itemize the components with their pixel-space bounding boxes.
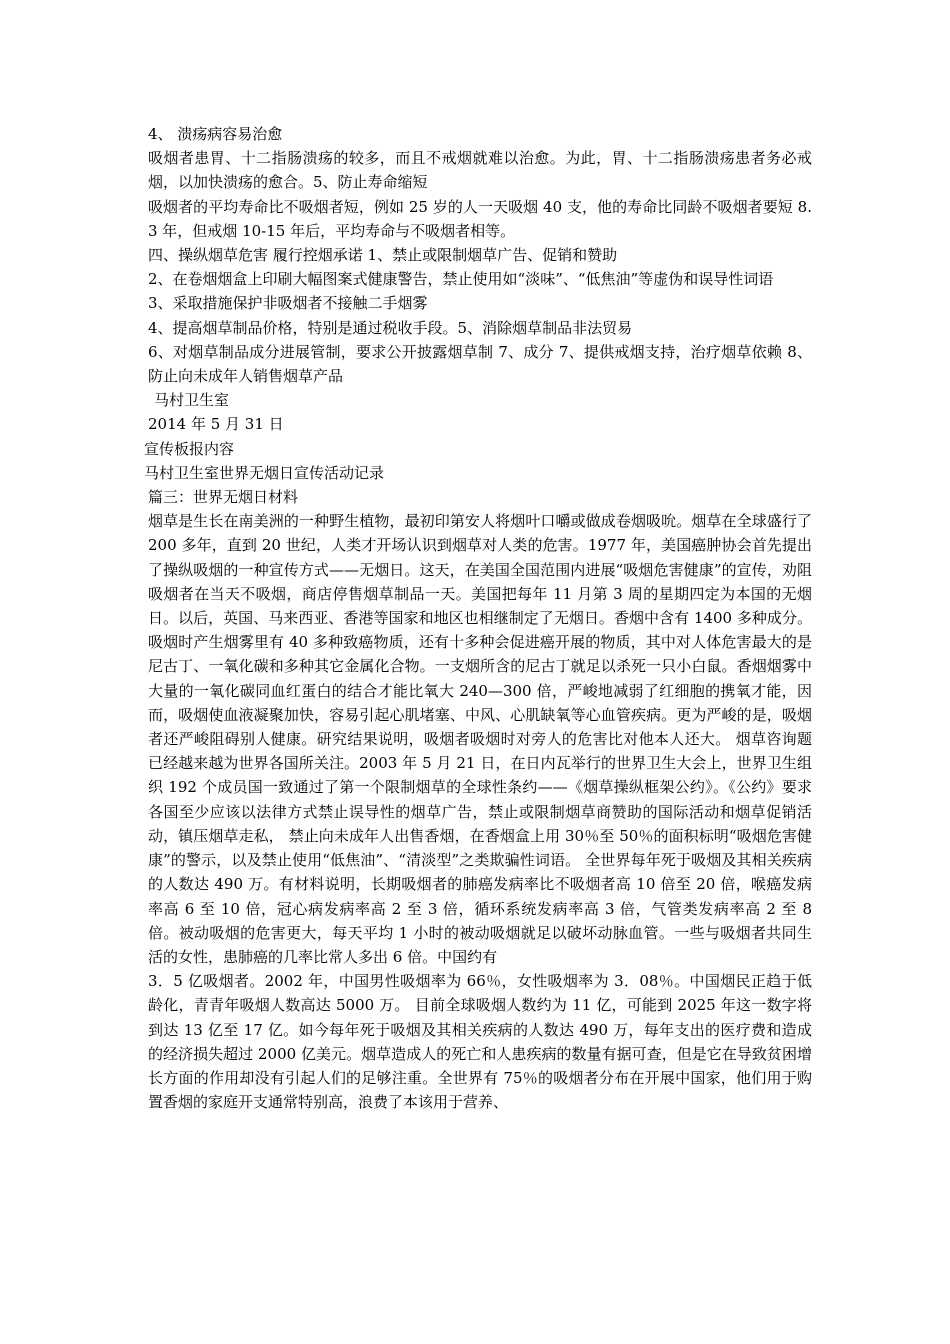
- section-heading: 篇三：世界无烟日材料: [148, 488, 299, 507]
- signature-date: 2014 年 5 月 31 日: [148, 415, 284, 434]
- paragraph: 4、提高烟草制品价格，特别是通过税收手段。5、消除烟草制品非法贸易: [148, 318, 633, 337]
- paragraph: 吸烟者的平均寿命比不吸烟者短，例如 25 岁的人一天吸烟 40 支，他的寿命比同龄不吸烟者要短 8.3 年，但戒烟 10-15 年后，平均寿命与不吸烟者相等。: [148, 197, 812, 240]
- paragraph: 吸烟者患胃、十二指肠溃疡的较多，而且不戒烟就难以治愈。为此，胃、十二指肠溃疡患者务必戒烟，以加快溃疡的愈合。5、防止寿命缩短: [148, 149, 812, 192]
- paragraph: 烟草是生长在南美洲的一种野生植物，最初印第安人将烟叶口嚼或做成卷烟吸吮。烟草在全球盛行了 200 多年，直到 20 世纪，人类才开场认识到烟草对人类的危害。1977 年，美国癌肿协会首先提出了操纵吸烟的一种宣传方式——无烟日。这天，在美国全国范围内进展“吸烟危害健康”的宣传，劝阻吸烟者在当天不吸烟，商店停售烟草制品一天。美国把每年 11 月第 3 周的星期四定为本国的无烟日。以后，英国、马来西亚、香港等国家和地区也相继制定了无烟日。香烟中含有 1400 多种成分。吸烟时产生烟雾里有 40 多种致癌物质，还有十多种会促进癌开展的物质，其中对人体危害最大的是尼古丁、一氧化碳和多种其它金属化合物。一支烟所含的尼古丁就足以杀死一只小白鼠。香烟烟雾中大量的一氧化碳同血红蛋白的结合才能比氧大 240—300 倍，严峻地减弱了红细胞的携氧才能，因而，吸烟使血液凝聚加快，容易引起心肌堵塞、中风、心肌缺氧等心血管疾病。更为严峻的是，吸烟者还严峻阻碍别人健康。研究结果说明，吸烟者吸烟时对旁人的危害比对他本人还大。 烟草咨询题已经越来越为世界各国所关注。2003 年 5 月 21 日，在日内瓦举行的世界卫生大会上，世界卫生组织 192 个成员国一致通过了第一个限制烟草的全球性条约——《烟草操纵框架公约》。《公约》要求各国至少应该以法律方式禁止误导性的烟草广告，禁止或限制烟草商赞助的国际活动和烟草促销活动，镇压烟草走私， 禁止向未成年人出售香烟，在香烟盒上用 30％至 50％的面积标明“吸烟危害健康”的警示，以及禁止使用“低焦油”、“清淡型”之类欺骗性词语。 全世界每年死于吸烟及其相关疾病的人数达 490 万。有材料说明，长期吸烟者的肺癌发病率比不吸烟者高 10 倍至 20 倍，喉癌发病率高 6 至 10 倍，冠心病发病率高 2 至 3 倍，循环系统发病率高 3 倍，气管类发病率高 2 至 8 倍。被动吸烟的危害更大，每天平均 1 小时的被动吸烟就足以破坏动脉血管。一些与吸烟者共同生活的女性，患肺癌的几率比常人多出 6 倍。中国约有: [148, 512, 812, 966]
- document-page: [144, 122, 812, 1114]
- section-heading: 马村卫生室世界无烟日宣传活动记录: [144, 463, 385, 482]
- signature-clinic: 马村卫生室: [154, 391, 230, 410]
- paragraph: 2、在卷烟烟盒上印刷大幅图案式健康警告，禁止使用如“淡味”、“低焦油”等虚伪和误导性词语: [148, 270, 774, 289]
- section-heading: 宣传板报内容: [144, 439, 235, 458]
- paragraph: 四、操纵烟草危害 履行控烟承诺 1、禁止或限制烟草广告、促销和赞助: [148, 246, 618, 265]
- paragraph: 3、采取措施保护非吸烟者不接触二手烟雾: [148, 294, 428, 313]
- paragraph: 3．5 亿吸烟者。2002 年，中国男性吸烟率为 66％，女性吸烟率为 3．08％。中国烟民正趋于低龄化，青青年吸烟人数高达 5000 万。 目前全球吸烟人数约为 11 亿，可能到 2025 年这一数字将到达 13 亿至 17 亿。如今每年死于吸烟及其相关疾病的人数达 490 万，每年支出的医疗费和造成的经济损失超过 2000 亿美元。烟草造成人的死亡和人患疾病的数量有据可查，但是它在导致贫困增长方面的作用却没有引起人们的足够注重。全世界有 75％的吸烟者分布在开展中国家，他们用于购置香烟的家庭开支通常特别高，浪费了本该用于营养、: [148, 972, 812, 1112]
- paragraph: 6、对烟草制品成分进展管制，要求公开披露烟草制 7、成分 7、提供戒烟支持，治疗烟草依赖 8、防止向未成年人销售烟草产品: [148, 342, 812, 386]
- paragraph: 4、 溃疡病容易治愈: [148, 125, 283, 143]
